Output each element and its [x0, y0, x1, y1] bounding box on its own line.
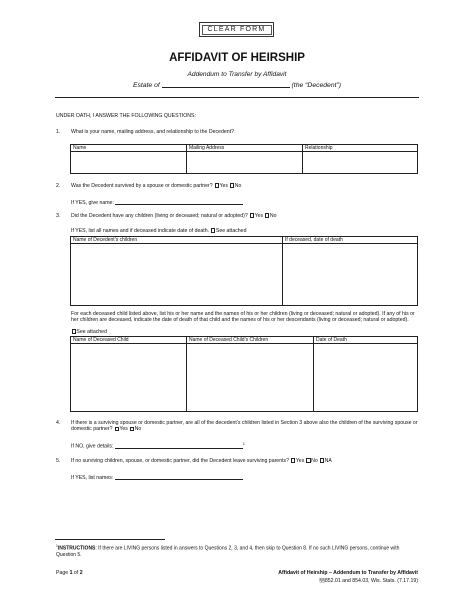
footnote-label: INSTRUCTIONS	[57, 545, 96, 552]
clear-form-button[interactable]	[199, 22, 274, 37]
q4-no-label: No	[134, 426, 142, 433]
q3-line	[71, 213, 277, 219]
q3-col-children-names: Name of Decedent’s children	[73, 237, 138, 243]
footnote-text: : If there are LIVING persons listed in answers to Questions 2, 3, and 4, then skip to Question 8. If no such LIVING persons, continue with Question 5.	[56, 545, 400, 559]
q3-col-date-of-death: If deceased, date of death	[285, 237, 343, 243]
q2-number: 2.	[56, 183, 61, 189]
q1-col-name: Name	[73, 145, 87, 151]
q4-details-field[interactable]	[115, 443, 243, 449]
q3-see-attached2-line	[71, 329, 107, 335]
q4-line	[71, 420, 423, 433]
q2-text: Was the Decedent survived by a spouse or domestic partner?	[71, 183, 213, 189]
q3-deceased-child-field[interactable]	[71, 344, 185, 411]
q3-no-label: No	[269, 213, 277, 219]
estate-suffix: (the “Decedent”)	[291, 82, 342, 89]
q3-children-names-field[interactable]	[71, 244, 281, 305]
q1-relationship-field[interactable]	[303, 152, 417, 173]
q3-date-of-death-field[interactable]	[283, 244, 417, 305]
estate-line	[0, 81, 474, 89]
q3-if-yes-label: If YES, list all names and if deceased indicate date of death.	[71, 228, 210, 234]
q5-parents-names-field[interactable]	[115, 474, 243, 480]
page-subtitle: Addendum to Transfer by Affidavit	[187, 71, 287, 78]
q1-address-field[interactable]	[187, 152, 301, 173]
q4-if-no-line	[71, 441, 245, 450]
q1-number: 1.	[56, 129, 61, 135]
q3-no-checkbox[interactable]	[265, 213, 269, 217]
page-prefix: Page	[56, 570, 69, 576]
estate-prefix: Estate of	[132, 82, 160, 89]
q3-yes-checkbox[interactable]	[250, 213, 254, 217]
q3-deceased-childs-children-field[interactable]	[187, 344, 312, 411]
q5-text: If no surviving children, spouse, or domestic partner, did the Decedent leave surviving parents?	[71, 458, 289, 464]
page-current: 1	[69, 570, 73, 576]
q5-na-checkbox[interactable]	[320, 458, 324, 462]
footnote-mark: 1	[56, 544, 58, 548]
q3-deceased-date-field[interactable]	[314, 344, 417, 411]
page-of: of	[73, 570, 79, 576]
q3-if-yes-line	[71, 228, 246, 234]
footnote-divider	[55, 539, 165, 540]
q1-name-field[interactable]	[71, 152, 185, 173]
footnote	[56, 543, 418, 558]
footer-statutes: §§852.01 and 854.03, Wis. Stats. (7.17.19)	[319, 578, 418, 584]
q5-no-checkbox[interactable]	[306, 458, 310, 462]
q3-text: Did the Decedent have any children (living or deceased; natural or adopted)?	[71, 213, 248, 219]
q2-line	[71, 183, 241, 189]
q3-see-attached2-label: See attached	[76, 329, 107, 335]
q1-col-mailing-address: Mailing Address	[189, 145, 225, 151]
q5-line	[71, 458, 332, 464]
q4-number: 4.	[56, 420, 61, 426]
footer-form-title: Affidavit of Heirship – Addendum to Transfer by Affidavit	[278, 570, 418, 576]
q4-footnote-mark: 1	[242, 442, 245, 446]
q2-yes-checkbox[interactable]	[215, 183, 219, 187]
q3-deceased-instructions: For each deceased child listed above, list his or her name and the names of his or her children (living or deceased; natural or adopted). If any of his or her children are deceased, indicate the date of death of that child and the names of his or her descendants (living or deceased; natural or adopted).	[71, 311, 415, 324]
page-total: 2	[79, 570, 83, 576]
q2-no-checkbox[interactable]	[230, 183, 234, 187]
q3-see-attached-label: See attached	[215, 228, 247, 234]
q5-if-yes-line	[71, 474, 243, 481]
q3-yes-label: Yes	[254, 213, 264, 219]
clear-form-label: CLEAR FORM	[207, 26, 266, 33]
q5-yes-label: Yes	[295, 458, 305, 464]
q4-text: If there is a surviving spouse or domestic partner, are all of the decedent’s children listed in Section 3 above also the children of the surviving spouse or domestic partner?	[71, 420, 418, 433]
page-title: AFFIDAVIT OF HEIRSHIP	[169, 52, 305, 64]
q1-col-relationship: Relationship	[305, 145, 333, 151]
q3-number: 3.	[56, 213, 61, 219]
q2-yes-label: Yes	[219, 183, 228, 189]
oath-statement: UNDER OATH, I ANSWER THE FOLLOWING QUESTIONS:	[56, 113, 196, 119]
q2-spouse-name-field[interactable]	[115, 199, 243, 205]
title-divider	[55, 97, 419, 98]
q2-no-label: No	[234, 183, 242, 189]
q5-number: 5.	[56, 458, 61, 464]
q5-if-yes-label: If YES, list names:	[71, 475, 114, 481]
q5-na-label: NA	[324, 458, 332, 464]
q3-see-attached-checkbox[interactable]	[211, 228, 215, 232]
q5-no-label: No	[311, 458, 318, 464]
q3-col-deceased-date-of-death: Date of Death	[316, 337, 347, 343]
q3-col-deceased-childs-children: Name of Deceased Child’s Children	[189, 337, 269, 343]
q1-text: What is your name, mailing address, and relationship to the Decedent?	[71, 129, 234, 135]
q4-yes-label: Yes	[119, 426, 128, 433]
estate-name-field[interactable]	[162, 81, 290, 88]
page-number	[56, 570, 83, 576]
q4-if-no-label: If NO, give details:	[71, 443, 114, 450]
q2-if-yes-label: If YES, give name:	[71, 200, 114, 206]
q3-col-deceased-child: Name of Deceased Child	[73, 337, 129, 343]
q2-if-yes-line	[71, 199, 243, 206]
q5-yes-checkbox[interactable]	[291, 458, 295, 462]
q4-no-checkbox[interactable]	[130, 427, 134, 431]
